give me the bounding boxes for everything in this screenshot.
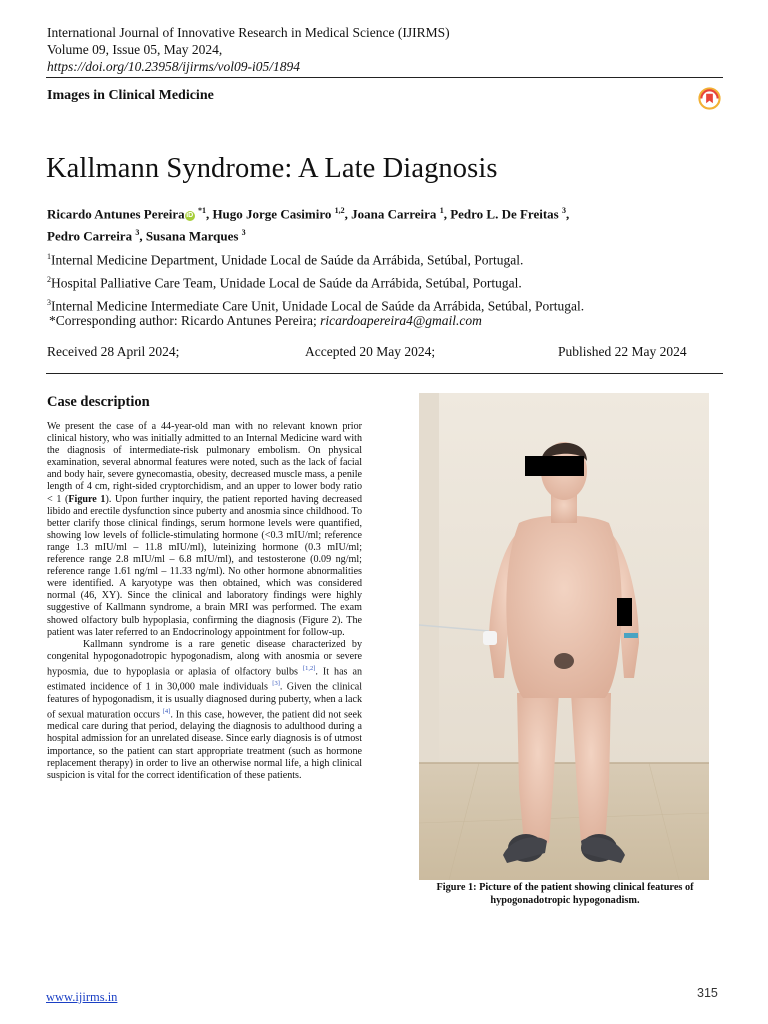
received-date: Received 28 April 2024; bbox=[47, 344, 180, 359]
dates-divider bbox=[46, 373, 723, 374]
author-affil-mark: 1 bbox=[439, 206, 444, 215]
affiliation-list bbox=[47, 247, 584, 316]
journal-website-link[interactable]: www.ijirms.in bbox=[46, 990, 118, 1004]
citation-link[interactable]: [4] bbox=[162, 707, 171, 715]
citation-link[interactable]: [1,2] bbox=[302, 664, 316, 672]
orcid-icon[interactable]: iD bbox=[186, 212, 194, 220]
page-number: 315 bbox=[697, 986, 718, 1000]
author-name: Susana Marques bbox=[145, 228, 239, 244]
body-text bbox=[47, 421, 362, 782]
journal-header bbox=[47, 24, 450, 75]
author-name: Joana Carreira bbox=[351, 206, 437, 222]
paragraph: We present the case of a 44-year-old man with no relevant known prior clinical history, who was initially admitted to an Internal Medicine ward with the diagnosis of intermediate-risk pulmonary embolism. On physical examination, several abnormal features were noted, such as the lack of facial and body hair, severe gynecomastia, obesity, decreased muscle mass, a penile length of 4 cm, right-sided cryptorchidism, and an upper to lower body ratio < 1 (Figure 1). Upon further inquiry, the patient reported having decreased libido and erectile dysfunction since puberty and anosmia since childhood. To better clarify those clinical findings, serum hormone levels were quantified, showing low levels of follicle-stimulating hormone (<0.3 mIU/ml; reference range 1.3 mIU/ml – 11.8 mIU/ml), luteinizing hormone (0.3 mIU/ml; reference range 2.8 mIU/ml – 6.8 mIU/ml), and testosterone (0.09 ng/ml; reference range 1.61 ng/ml – 11.33 ng/ml). No other hormone abnormalities were identified. A karyotype was then obtained, which was considered normal (46, XY). Since the clinical and laboratory findings were highly suggestive of Kallmann syndrome, a brain MRI was performed. The exam showed olfactory bulb hypoplasia, confirming the diagnosis (Figure 2). The patient was later referred to an Endocrinology appointment for follow-up. bbox=[47, 421, 363, 638]
patient-photo bbox=[419, 393, 709, 880]
case-description-heading: Case description bbox=[47, 394, 150, 410]
article-dates bbox=[47, 344, 697, 362]
journal-volume: Volume 09, Issue 05, May 2024, bbox=[47, 42, 223, 57]
affiliation: $^1$Internal Medicine Department, Unidade Local de Saúde da Arrábida, Setúbal, Portugal. bbox=[47, 252, 524, 268]
citation-link[interactable]: [3] bbox=[272, 680, 280, 688]
crossmark-icon[interactable] bbox=[698, 87, 721, 110]
author-affil-mark: 1,2 bbox=[334, 206, 345, 215]
article-title: Kallmann Syndrome: A Late Diagnosis bbox=[46, 153, 498, 184]
author-affil-mark: *1 bbox=[197, 206, 206, 215]
email-link[interactable]: ricardoapereira4@gmail.com bbox=[320, 313, 482, 328]
author-list: Ricardo Antunes Pereira iD $^{*1}$, Hugo Jorge Casimiro $^{1,2}$, Joana Carreira $^1$, Pedro L. De Freitas $^3$, Pedro Carreira $^3$, Susana Marques $^3$ bbox=[47, 206, 570, 244]
published-date: Published 22 May 2024 bbox=[558, 344, 687, 359]
accepted-date: Accepted 20 May 2024; bbox=[305, 344, 436, 359]
author-name: Hugo Jorge Casimiro bbox=[212, 206, 332, 222]
author-name: Pedro L. De Freitas bbox=[450, 206, 559, 222]
author-name: Ricardo Antunes Pereira bbox=[47, 206, 185, 222]
section-label: Images in Clinical Medicine bbox=[47, 88, 214, 103]
author-affil-mark: 3 bbox=[562, 206, 566, 215]
journal-name: International Journal of Innovative Research in Medical Science (IJIRMS) bbox=[47, 25, 450, 40]
affiliation: $^2$Hospital Palliative Care Team, Unidade Local de Saúde da Arrábida, Setúbal, Portugal. bbox=[47, 275, 522, 291]
author-name: Pedro Carreira bbox=[47, 228, 133, 244]
corresponding-author: *Corresponding author: Ricardo Antunes Pereira; ricardoapereira4@gmail.com bbox=[49, 313, 482, 328]
figure-ref: Figure 1 bbox=[68, 493, 106, 505]
affiliation: $^3$Internal Medicine Intermediate Care Unit, Unidade Local de Saúde da Arrábida, Setúbal, Portugal. bbox=[47, 298, 585, 314]
author-affil-mark: 3 bbox=[241, 228, 246, 238]
header-divider bbox=[46, 77, 723, 78]
doi-link[interactable]: https://doi.org/10.23958/ijirms/vol09-i05/1894 bbox=[47, 59, 301, 74]
author-affil-mark: 3 bbox=[135, 228, 140, 238]
figure-caption: Figure 1: Picture of the patient showing clinical features of hypogonadotropic hypogonadism. bbox=[436, 882, 694, 906]
paragraph: Kallmann syndrome is a rare genetic disease characterized by congenital hypogonadotropic hypogonadism, along with anosmia or severe hyposmia, due to hypoplasia or aplasia of olfactory bulbs [1,2]. It has an estimated incidence of 1 in 30,000 male individuals [3]. Given the clinical features of hypogonadism, it is usually diagnosed during puberty, when a lack of sexual maturation occurs [4]. In this case, however, the patient did not seek medical care during that period, delaying the diagnosis to adulthood during a hospital admission for an unrelated disease. Since early diagnosis is of utmost importance, so the patient can start appropriate treatment (such as hormone replacement therapy) in order to live an otherwise normal life, a high clinical suspicion is vital for the correct identification of these patients. bbox=[47, 638, 362, 781]
